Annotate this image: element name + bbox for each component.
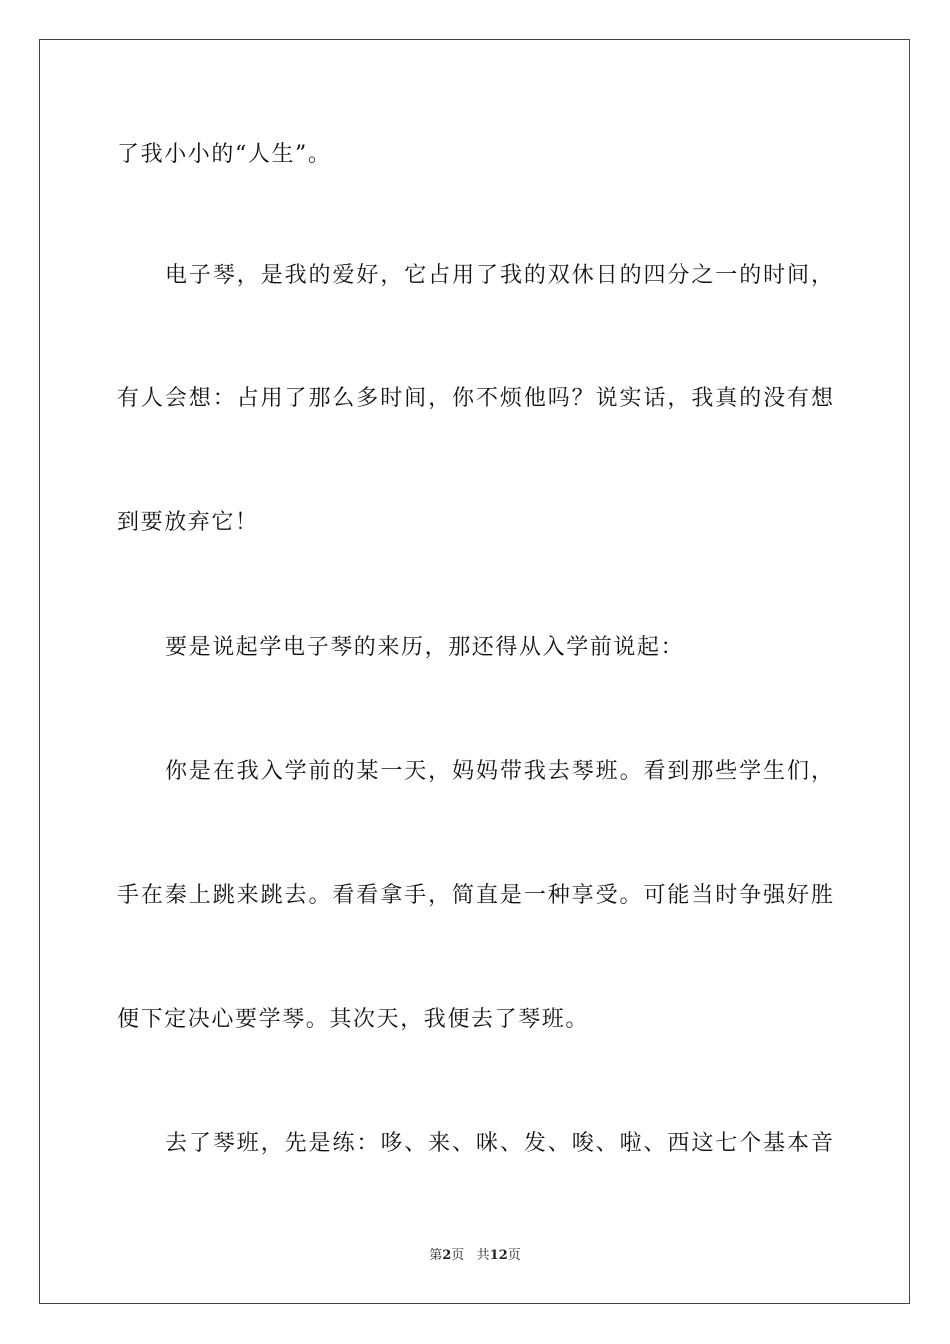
page-total: 12 bbox=[489, 1248, 508, 1263]
text-line-5: 要是说起学电子琴的来历，那还得从入学前说起： bbox=[165, 635, 685, 660]
text-line-9: 去了琴班，先是练：哆、来、咪、发、唆、啦、西这七个基本音 bbox=[165, 1131, 833, 1156]
total-suffix: 页 bbox=[507, 1248, 521, 1263]
page-prefix: 第 bbox=[429, 1248, 443, 1263]
page-suffix: 页 bbox=[451, 1248, 465, 1263]
text-line-6: 你是在我入学前的某一天，妈妈带我去琴班。看到那些学生们， bbox=[165, 759, 833, 784]
page-number: 2 bbox=[442, 1248, 452, 1263]
text-line-1: 了我小小的“人生”。 bbox=[117, 142, 332, 167]
total-prefix: 共 bbox=[476, 1248, 490, 1263]
text-line-8: 便下定决心要学琴。其次天，我便去了琴班。 bbox=[117, 1007, 590, 1032]
text-line-3: 有人会想：占用了那么多时间，你不烦他吗？说实话，我真的没有想 bbox=[117, 386, 833, 411]
page-frame bbox=[39, 39, 910, 1304]
text-line-2: 电子琴，是我的爱好，它占用了我的双休日的四分之一的时间， bbox=[165, 263, 833, 288]
page-footer bbox=[0, 1247, 950, 1265]
text-line-4: 到要放弃它！ bbox=[117, 510, 259, 535]
text-line-7: 手在秦上跳来跳去。看看拿手，简直是一种享受。可能当时争强好胜 bbox=[117, 883, 833, 908]
